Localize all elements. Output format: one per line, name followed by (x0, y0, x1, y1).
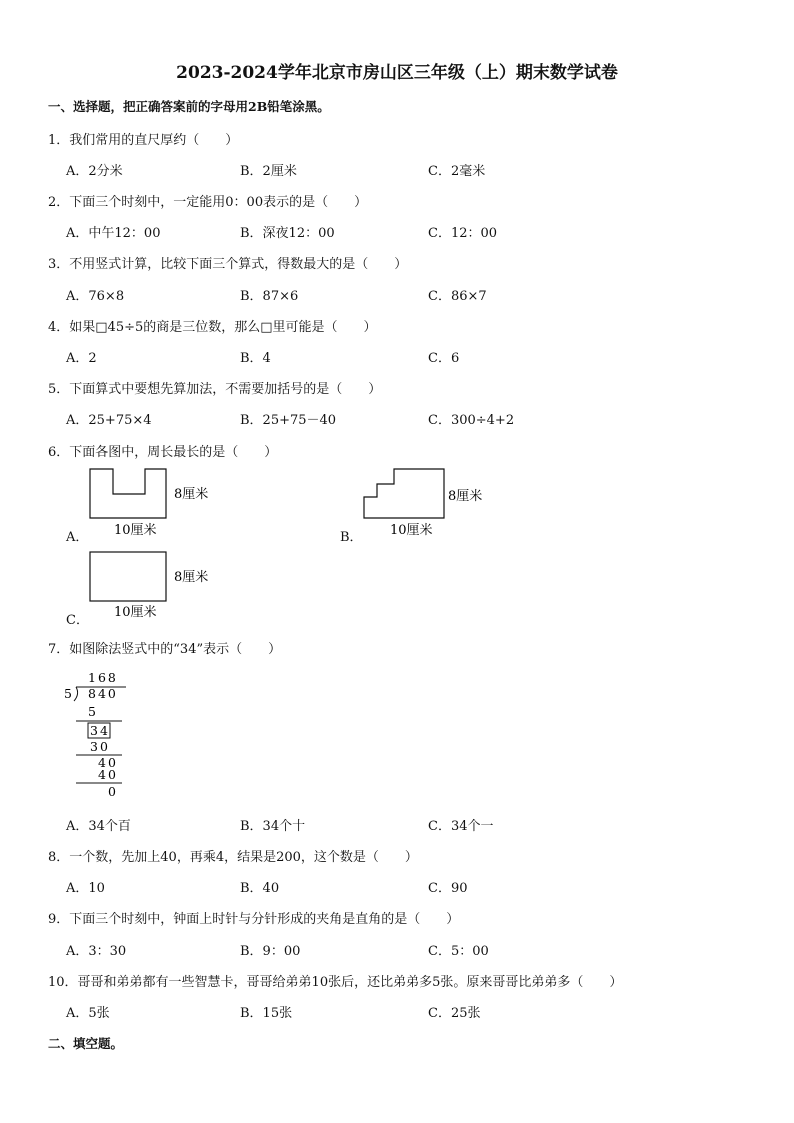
question-1-option-b[interactable]: B．2厘米 (240, 164, 297, 179)
question-5-option-b[interactable]: B．25+75－40 (240, 413, 337, 428)
question-4-stem: 4．如果□45÷5的商是三位数，那么□里可能是（ ） (48, 320, 377, 335)
question-7-option-b[interactable]: B．34个十 (240, 819, 306, 834)
question-1-option-a[interactable]: A．2分米 (66, 164, 123, 179)
figure-a-shape (90, 469, 166, 518)
question-5-option-a[interactable]: A．25+75×4 (66, 413, 152, 428)
division-step-1: 5 (88, 704, 96, 719)
long-division-figure (60, 666, 140, 802)
figure-c-shape (90, 552, 166, 601)
page-title: 2023-2024学年北京市房山区三年级（上）期末数学试卷 (176, 63, 618, 83)
question-5-option-c[interactable]: C．300÷4+2 (428, 413, 515, 428)
question-6-option-b[interactable]: B． (340, 530, 363, 545)
question-1-stem: 1．我们常用的直尺厚约（ ） (48, 133, 239, 148)
question-5-stem: 5．下面算式中要想先算加法，不需要加括号的是（ ） (48, 382, 382, 397)
figure-a-notched-rectangle (86, 464, 226, 542)
question-10-option-a[interactable]: A．5张 (66, 1006, 110, 1021)
question-10-stem: 10．哥哥和弟弟都有一些智慧卡，哥哥给弟弟10张后，还比弟弟多5张。原来哥哥比弟弟多（ ） (48, 975, 623, 990)
figure-b-shape (364, 469, 444, 518)
question-7-stem: 7．如图除法竖式中的“34”表示（ ） (48, 642, 282, 657)
question-9-option-a[interactable]: A．3：30 (66, 944, 127, 959)
question-3-option-a[interactable]: A．76×8 (66, 289, 125, 304)
question-4-option-b[interactable]: B．4 (240, 351, 271, 366)
division-step-3: 30 (90, 739, 110, 754)
question-8-option-a[interactable]: A．10 (66, 881, 105, 896)
question-3-stem: 3．不用竖式计算，比较下面三个算式，得数最大的是（ ） (48, 257, 408, 272)
question-8-stem: 8．一个数，先加上40，再乘4，结果是200，这个数是（ ） (48, 850, 418, 865)
question-8-option-b[interactable]: B．40 (240, 881, 280, 896)
question-2-stem: 2．下面三个时刻中，一定能用0：00表示的是（ ） (48, 195, 368, 210)
figure-a-height-label: 8厘米 (174, 487, 209, 502)
question-2-option-a[interactable]: A．中午12：00 (66, 226, 161, 241)
question-1-option-c[interactable]: C．2毫米 (428, 164, 486, 179)
question-10-option-c[interactable]: C．25张 (428, 1006, 481, 1021)
figure-b-step-shape (360, 464, 500, 542)
figure-a-width-label: 10厘米 (114, 523, 157, 538)
division-divisor: 5 (64, 686, 72, 701)
division-step-2: 34 (90, 723, 110, 738)
question-6-option-a[interactable]: A． (66, 530, 89, 545)
question-10-option-b[interactable]: B．15张 (240, 1006, 293, 1021)
question-2-option-c[interactable]: C．12：00 (428, 226, 498, 241)
section-heading-choice: 一、选择题，把正确答案前的字母用2B铅笔涂黑。 (48, 99, 330, 114)
question-9-stem: 9．下面三个时刻中，钟面上时针与分针形成的夹角是直角的是（ ） (48, 912, 460, 927)
question-4-option-c[interactable]: C．6 (428, 351, 460, 366)
figure-b-width-label: 10厘米 (390, 523, 433, 538)
section-heading-fill: 二、填空题。 (48, 1036, 124, 1051)
question-7-option-a[interactable]: A．34个百 (66, 819, 131, 834)
figure-c-rectangle (86, 547, 226, 625)
division-quotient: 168 (88, 670, 118, 685)
question-4-option-a[interactable]: A．2 (66, 351, 97, 366)
division-step-5: 40 (98, 767, 118, 782)
question-9-option-c[interactable]: C．5：00 (428, 944, 489, 959)
question-6-stem: 6．下面各图中，周长最长的是（ ） (48, 445, 278, 460)
question-9-option-b[interactable]: B．9：00 (240, 944, 301, 959)
figure-c-width-label: 10厘米 (114, 605, 157, 620)
division-step-4: 40 (98, 755, 118, 770)
question-6-option-c[interactable]: C． (66, 613, 89, 628)
question-3-option-b[interactable]: B．87×6 (240, 289, 299, 304)
question-7-option-c[interactable]: C．34个一 (428, 819, 494, 834)
division-remainder: 0 (108, 784, 116, 799)
figure-b-height-label: 8厘米 (448, 489, 483, 504)
division-dividend: 840 (88, 686, 118, 701)
figure-c-height-label: 8厘米 (174, 570, 209, 585)
question-3-option-c[interactable]: C．86×7 (428, 289, 487, 304)
question-2-option-b[interactable]: B．深夜12：00 (240, 226, 335, 241)
question-8-option-c[interactable]: C．90 (428, 881, 468, 896)
